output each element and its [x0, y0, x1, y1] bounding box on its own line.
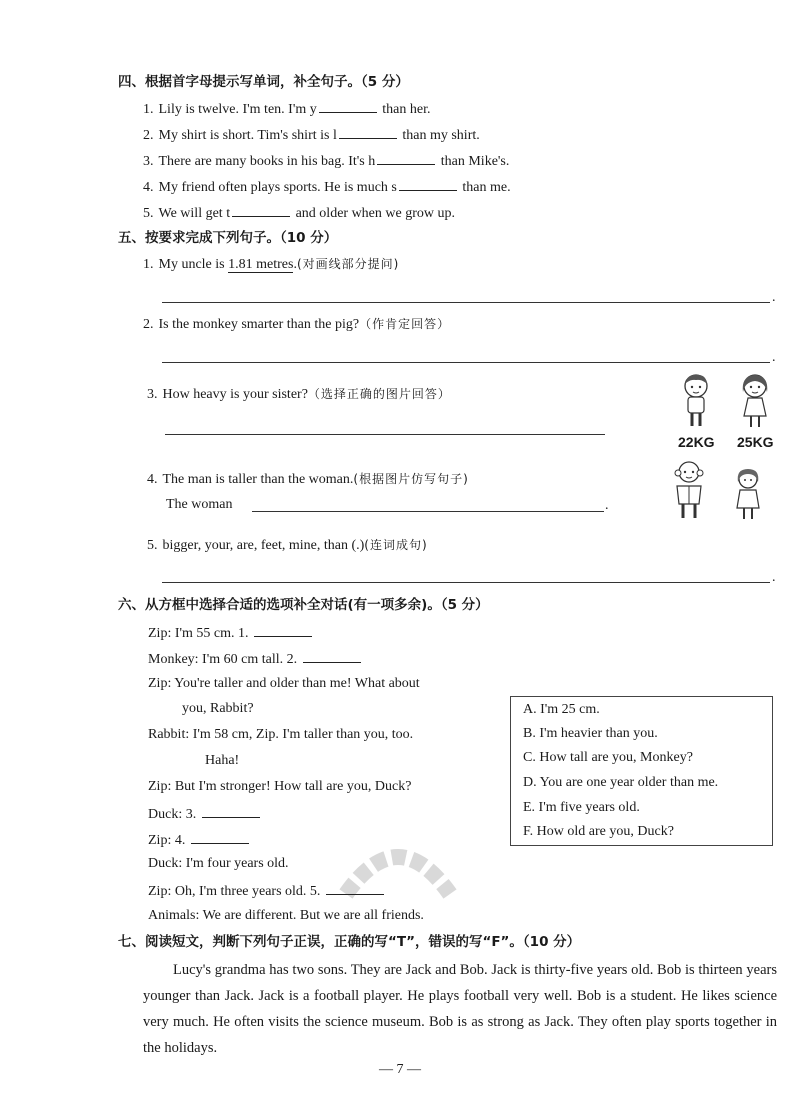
item-text-after: and older when we grow up. [295, 206, 455, 221]
dialog-line-7: Zip: But I'm stronger! How tall are you, Duck? [148, 779, 412, 794]
weight-label-25: 25KG [737, 434, 774, 450]
section-6-title: 六、从方框中选择合适的选项补全对话(有一项多余)。（5 分） [118, 597, 489, 613]
item-text-before: Lily is twelve. I'm ten. I'm y [158, 102, 317, 117]
instruction: （选择正确的图片回答） [307, 387, 451, 401]
option-a: A. I'm 25 cm. [523, 702, 600, 717]
dialog-text: Duck: 3. [148, 807, 197, 822]
period-mark: . [772, 570, 776, 585]
dialog-text: Zip: Oh, I'm three years old. 5. [148, 884, 321, 899]
item-text-before: There are many books in his bag. It's h [158, 154, 376, 169]
dialog-line-3: Zip: You're taller and older than me! What about [148, 676, 420, 691]
item-number: 5. [147, 538, 158, 553]
item-text: Is the monkey smarter than the pig? [158, 317, 360, 332]
item-text: The man is taller than the woman. [162, 472, 354, 487]
answer-blank[interactable] [339, 124, 397, 139]
option-f: F. How old are you, Duck? [523, 824, 674, 839]
item-text: How heavy is your sister? [162, 387, 308, 402]
s5-q4-prefix: The woman [166, 497, 233, 512]
period-mark: . [772, 350, 776, 365]
item-text-after: than my shirt. [402, 128, 480, 143]
item-text: . [293, 257, 297, 272]
reading-passage: Lucy's grandma has two sons. They are Jack and Bob. Jack is thirty-five years old. Bob is thirteen years younger than Jack. Jack is a football player. He plays football very well. Bob is a student. He likes science very much. He often visits the science museum. Bob is as strong as Jack. They often play sports together in the holidays. [143, 962, 777, 1056]
item-text-after: than Mike's. [440, 154, 510, 169]
item-number: 2. [143, 128, 154, 143]
answer-line-5[interactable] [162, 582, 770, 583]
answer-blank[interactable] [399, 176, 457, 191]
s4-item-1 [143, 98, 430, 120]
option-d: D. You are one year older than me. [523, 775, 719, 790]
answer-line-4[interactable] [252, 511, 604, 512]
item-number: 1. [143, 102, 154, 117]
option-c: C. How tall are you, Monkey? [523, 750, 693, 765]
item-text-after: than her. [382, 102, 431, 117]
watermark-stamp [332, 816, 464, 912]
answer-blank[interactable] [319, 98, 377, 113]
item-number: 3. [147, 387, 158, 402]
dialog-text: Zip: I'm 55 cm. 1. [148, 626, 249, 641]
girl-figure-icon [735, 372, 775, 430]
s4-item-5 [143, 202, 455, 224]
answer-blank[interactable] [377, 150, 435, 165]
item-number: 4. [143, 180, 154, 195]
woman-figure-icon [730, 466, 766, 522]
s4-item-2 [143, 124, 480, 146]
page-number: — 7 — [379, 1062, 421, 1077]
answer-blank[interactable] [191, 829, 249, 844]
s4-item-3 [143, 150, 509, 172]
dialog-line-5: Rabbit: I'm 58 cm, Zip. I'm taller than you, too. [148, 727, 414, 742]
s4-item-4 [143, 176, 511, 198]
boy-figure-icon [676, 372, 716, 430]
period-mark: . [772, 290, 776, 305]
instruction: （作肯定回答） [359, 317, 451, 331]
dialog-line-8 [148, 803, 262, 825]
underlined-phrase: 1.81 metres [228, 257, 294, 272]
item-number: 3. [143, 154, 154, 169]
section-5-title: 五、按要求完成下列句子。（10 分） [118, 230, 338, 246]
item-number: 2. [143, 317, 154, 332]
item-text-before: My shirt is short. Tim's shirt is l [158, 128, 337, 143]
dialog-line-1 [148, 622, 314, 644]
answer-blank[interactable] [254, 622, 312, 637]
s5-question-1 [143, 254, 399, 275]
s5-question-4 [147, 469, 469, 490]
dialog-line-9 [148, 829, 251, 851]
answer-line-3[interactable] [165, 434, 605, 435]
item-number: 5. [143, 206, 154, 221]
weight-label-22: 22KG [678, 434, 715, 450]
dialog-line-2 [148, 648, 363, 670]
item-number: 4. [147, 472, 158, 487]
period-mark: . [605, 498, 609, 513]
answer-line-2[interactable] [162, 362, 770, 363]
section-7-title: 七、阅读短文，判断下列句子正误，正确的写“T”，错误的写“F”。（10 分） [118, 934, 581, 950]
answer-blank[interactable] [232, 202, 290, 217]
dialog-line-10: Duck: I'm four years old. [148, 856, 289, 871]
item-text-after: than me. [462, 180, 511, 195]
answer-blank[interactable] [303, 648, 361, 663]
dialog-text: Zip: 4. [148, 833, 186, 848]
item-text: My uncle is [158, 257, 229, 272]
option-b: B. I'm heavier than you. [523, 726, 658, 741]
s5-question-5 [147, 535, 428, 556]
instruction: (对画线部分提问) [296, 257, 400, 271]
dialog-text: Monkey: I'm 60 cm tall. 2. [148, 652, 298, 667]
man-figure-icon [668, 458, 710, 522]
s5-question-3 [147, 384, 451, 405]
option-e: E. I'm five years old. [523, 800, 640, 815]
s5-question-2 [143, 314, 450, 335]
item-number: 1. [143, 257, 154, 272]
options-box [510, 696, 773, 846]
item-text: bigger, your, are, feet, mine, than (.) [162, 538, 365, 553]
dialog-line-12: Animals: We are different. But we are all friends. [148, 908, 424, 923]
item-text-before: My friend often plays sports. He is much s [158, 180, 397, 195]
dialog-line-4: you, Rabbit? [182, 701, 254, 716]
answer-line-1[interactable] [162, 302, 770, 303]
instruction: (连词成句) [364, 538, 428, 552]
answer-blank[interactable] [202, 803, 260, 818]
instruction: (根据图片仿写句子) [353, 472, 469, 486]
dialog-line-6: Haha! [205, 753, 240, 768]
section-4-title: 四、根据首字母提示写单词，补全句子。（5 分） [118, 74, 409, 90]
item-text-before: We will get t [158, 206, 231, 221]
